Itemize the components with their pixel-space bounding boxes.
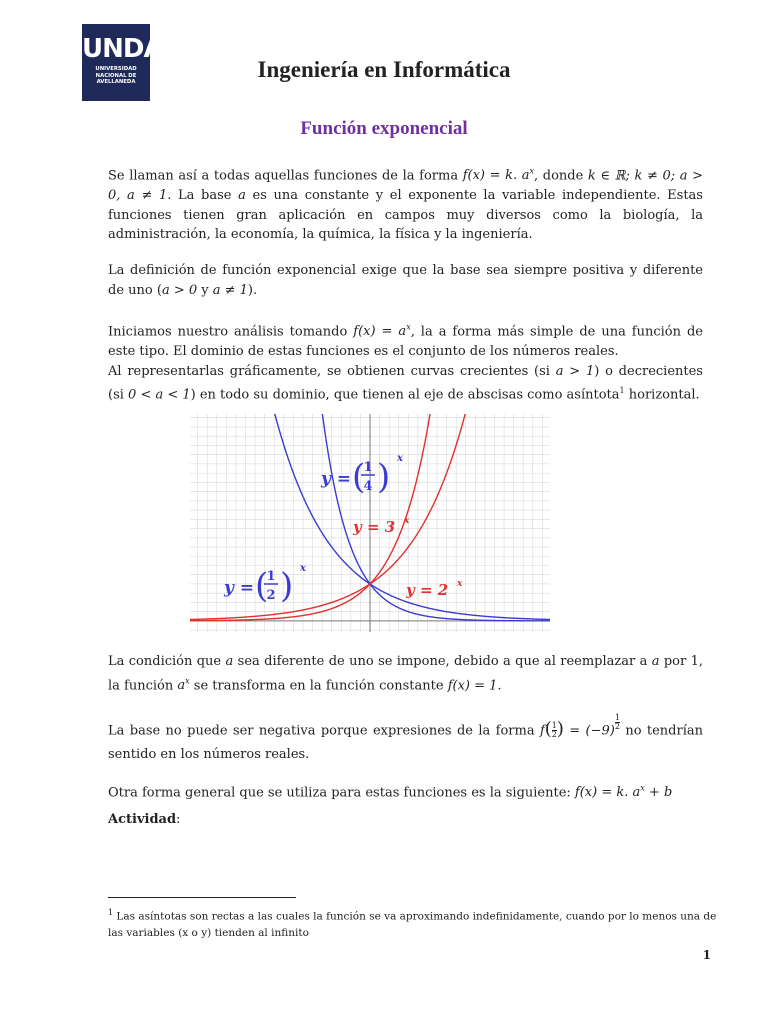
- fraction-exponent: $\frac{1}{2}$: [614, 713, 620, 731]
- formula: a: [238, 187, 246, 203]
- footnote-text: Las asíntotas son rectas a las cuales la función se va aproximando indefinidamente, cuando por lo menos una de las variables (x o y) tienden al infinito: [108, 910, 717, 939]
- svg-text:(: (: [352, 457, 366, 497]
- text: . La base: [167, 187, 239, 203]
- text: Al representarlas gráficamente, se obtienen curvas crecientes (si: [108, 363, 556, 379]
- text: por 1, la función: [108, 654, 704, 693]
- formula: k ∈ ℝ; k ≠ 0;: [587, 168, 676, 184]
- footnote-ref: 1: [619, 386, 625, 396]
- svg-text:1: 1: [266, 569, 276, 584]
- formula: a: [225, 654, 234, 669]
- text: Otra forma general que se utiliza para estas funciones es la siguiente:: [108, 785, 575, 801]
- logo-line: UNIVERSIDAD: [95, 66, 137, 72]
- text: , donde: [534, 168, 588, 184]
- text: ) o decrecientes (si: [108, 363, 703, 403]
- svg-text:x: x: [457, 579, 463, 589]
- text: Iniciamos nuestro análisis tomando: [108, 324, 354, 340]
- paragraph-general-form: [108, 779, 703, 803]
- svg-text:x: x: [397, 453, 403, 464]
- svg-text:x: x: [300, 563, 306, 574]
- text: sea diferente de uno se impone, debido a que al reemplazar a: [233, 654, 652, 669]
- formula: a: [651, 654, 660, 669]
- logo-mark: UNDAV: [82, 34, 180, 64]
- svg-text:2: 2: [266, 588, 276, 603]
- text: ) en todo su dominio, que tienen al eje de abscisas como asíntota: [190, 387, 620, 403]
- text: .: [497, 677, 502, 693]
- paragraph-condition: [108, 652, 703, 696]
- logo-line: AVELLANEDA: [96, 79, 136, 85]
- svg-text:y = 2: y = 2: [406, 581, 449, 599]
- text: se transforma en la función constante: [189, 677, 448, 693]
- text: La condición que: [108, 654, 226, 669]
- text: y: [197, 282, 213, 298]
- fraction: $\frac{1}{2}$: [551, 721, 557, 740]
- paragraph-analysis: [108, 318, 703, 405]
- activity-heading: [108, 812, 180, 827]
- paragraph-base-condition: [108, 261, 703, 300]
- svg-text:): ): [280, 566, 294, 606]
- header-title: Ingeniería en Informática: [257, 57, 511, 82]
- exponential-graph: [190, 414, 550, 632]
- text: horizontal.: [624, 387, 700, 403]
- text: La definición de función exponencial exige que la base sea siempre positiva y diferente de uno (: [108, 263, 703, 298]
- formula: f(x) = k. $a^x$: [462, 167, 535, 184]
- text: Se llaman así a todas aquellas funciones de la forma: [108, 168, 463, 184]
- footnote-separator: [108, 897, 296, 898]
- text: ).: [247, 282, 258, 298]
- text: no tendrían sentido en los números reales.: [108, 723, 703, 763]
- svg-text:4: 4: [363, 479, 373, 494]
- svg-text:(: (: [255, 566, 269, 606]
- university-logo: [82, 24, 180, 101]
- formula: $a^x$: [177, 676, 190, 693]
- svg-text:1: 1: [363, 460, 373, 475]
- paragraph-definition: [108, 162, 703, 245]
- formula: f(x) = k. $a^x + b$: [574, 784, 673, 801]
- section-title: Función exponencial: [300, 118, 468, 139]
- logo-line: NACIONAL DE: [95, 72, 137, 79]
- formula: a ≠ 1: [212, 282, 248, 298]
- formula: 0 < a < 1: [128, 387, 191, 403]
- formula: a > 0: [161, 282, 198, 298]
- formula: f(x) = 1: [447, 677, 498, 693]
- paragraph-negative-base: La base no puede ser negativa porque expresiones de la forma f( $\frac{1}{2}$ ) = (−9) $\frac{1}{2}$ no tendrían sentido en los números reales.: [108, 713, 703, 763]
- svg-text:y =: y =: [321, 469, 352, 489]
- activity-colon: :: [176, 812, 181, 827]
- page-number: 1: [702, 948, 711, 962]
- text: La base no puede ser negativa porque expresiones de la forma: [108, 723, 540, 739]
- svg-text:x: x: [404, 516, 410, 526]
- logo-subtitle: [82, 66, 150, 86]
- formula: $f(x) = a^x$: [353, 323, 411, 340]
- footnote: [108, 905, 718, 941]
- svg-text:): ): [377, 457, 391, 497]
- formula: f: [539, 723, 545, 739]
- svg-text:y =: y =: [224, 578, 255, 598]
- text: , la a forma más simple de una función de este tipo. El dominio de estas funciones es el conjunto de los números reales.: [108, 324, 703, 359]
- text: es una constante y el exponente la variable independiente. Estas funciones tienen gran aplicación en campos muy diversos como la biología, la administración, la economía, la química, la física y la ingeniería.: [108, 187, 703, 243]
- footnote-number: 1: [108, 908, 114, 917]
- svg-text:y = 3: y = 3: [353, 518, 396, 536]
- formula: = (−9): [563, 723, 615, 739]
- formula: a > 1: [555, 363, 595, 379]
- activity-label: Actividad: [108, 812, 177, 827]
- formula: a > 0, a ≠ 1: [108, 168, 703, 203]
